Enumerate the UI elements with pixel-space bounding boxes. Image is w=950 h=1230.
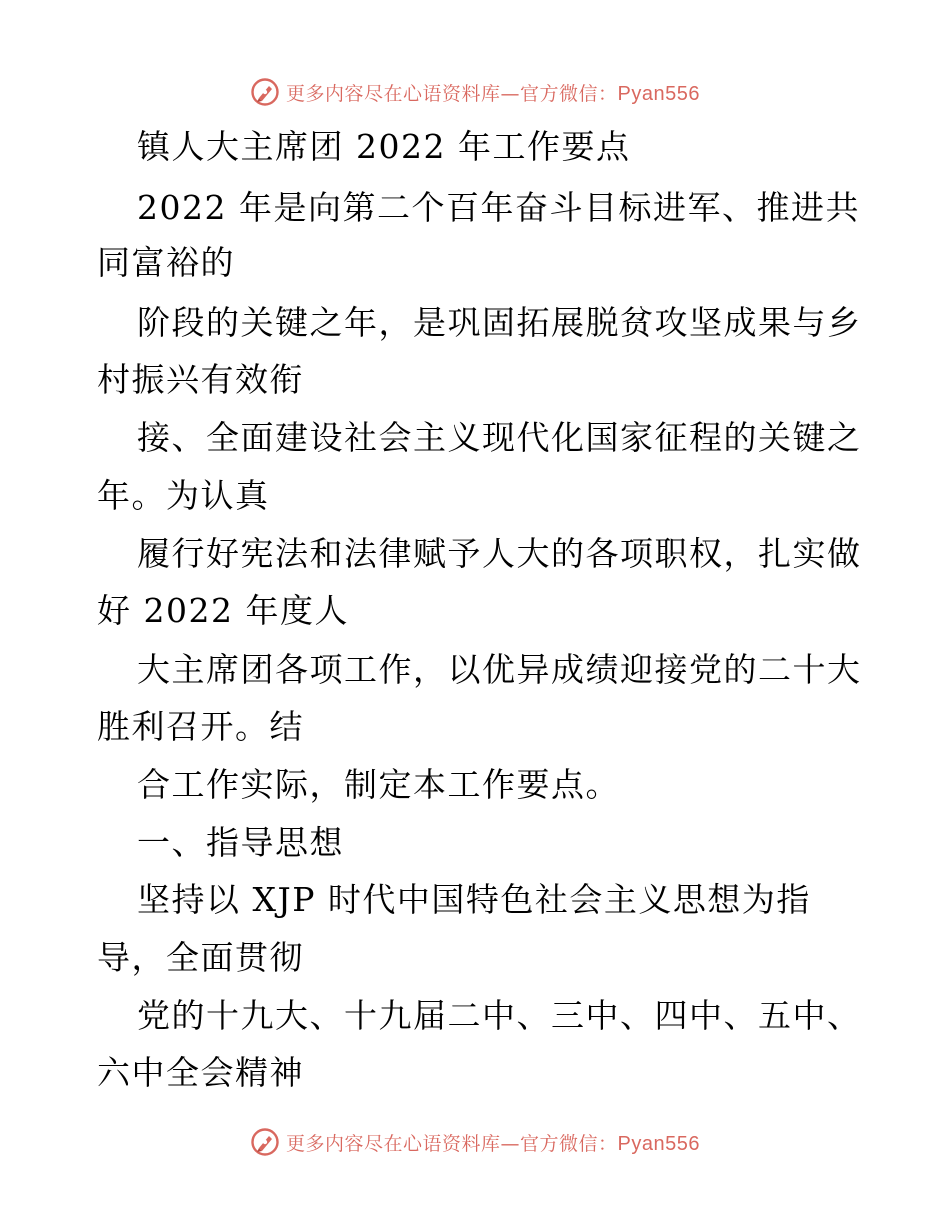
header-banner <box>0 72 950 112</box>
header-banner-text: 更多内容尽在心语资料库—官方微信：Pyan556 <box>286 82 700 105</box>
pen-logo-icon <box>250 77 280 107</box>
header-banner-brand: Pyan556 <box>617 82 700 105</box>
paragraph-line: 同富裕的 <box>97 243 235 282</box>
paragraph-line: 胜利召开。结 <box>97 707 304 746</box>
paragraph-line: 大主席团各项工作，以优异成绩迎接党的二十大 <box>137 650 862 689</box>
paragraph-line: 阶段的关键之年，是巩固拓展脱贫攻坚成果与乡 <box>137 303 862 342</box>
paragraph-line: 导，全面贯彻 <box>97 938 304 977</box>
paragraph-line: 合工作实际，制定本工作要点。 <box>137 765 620 804</box>
document-title: 镇人大主席团 2022 年工作要点 <box>137 127 631 166</box>
footer-banner-brand: Pyan556 <box>617 1132 700 1155</box>
pen-logo-icon <box>250 1127 280 1157</box>
footer-banner-text: 更多内容尽在心语资料库—官方微信：Pyan556 <box>286 1132 700 1155</box>
section-heading: 一、指导思想 <box>137 823 344 862</box>
paragraph-line: 履行好宪法和法律赋予人大的各项职权，扎实做 <box>137 534 862 573</box>
paragraph-line: 村振兴有效衔 <box>97 360 304 399</box>
paragraph-line: 好 2022 年度人 <box>97 591 349 630</box>
paragraph-line: 六中全会精神 <box>97 1053 304 1092</box>
paragraph-line: 坚持以 XJP 时代中国特色社会主义思想为指 <box>137 880 811 919</box>
paragraph-line: 接、全面建设社会主义现代化国家征程的关键之 <box>137 418 862 457</box>
paragraph-line: 2022 年是向第二个百年奋斗目标进军、推进共 <box>137 188 860 227</box>
footer-banner <box>0 1122 950 1162</box>
paragraph-line: 年。为认真 <box>97 476 270 515</box>
paragraph-line: 党的十九大、十九届二中、三中、四中、五中、 <box>137 996 862 1035</box>
